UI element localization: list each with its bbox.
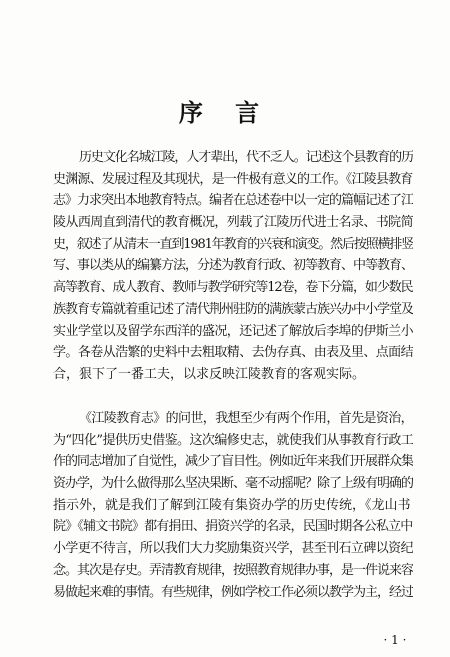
page-number: · 1 ·	[383, 633, 407, 647]
text-line: 历史文化名城江陵，人才辈出，代不乏人。记述这个县教育的历	[79, 150, 413, 165]
text-line: 小学更不待言，所以我们大力奖励集资兴学，甚至刊石立碑以资纪	[53, 541, 413, 557]
paragraph-2	[53, 408, 413, 603]
text-line: 合，狠下了一番工夫，以求反映江陵教育的客观实际。	[53, 366, 366, 382]
text-line: 学。各卷从浩繁的史料中去粗取精、去伪存真、由表及里、点面结	[53, 345, 413, 361]
text-line: 史渊源、发展过程及其现状，是一件极有意义的工作。《江陵县教育	[53, 171, 413, 187]
text-line: 实业学堂以及留学东西洋的盛况，还记述了解放后李埠的伊斯兰小	[53, 323, 413, 339]
text-line: 为“四化”提供历史借鉴。这次编修史志，就使我们从事教育行政工	[53, 432, 413, 448]
text-line: 念。其次是存史。弄清教育规律，按照教育规律办事，是一件说来容	[53, 562, 413, 578]
text-line: 院》《辅文书院》都有捐田、捐资兴学的名录，民国时期各公私立中	[53, 519, 413, 535]
text-line: 指示外，就是我们了解到江陵有集资办学的历史传统，《龙山书	[53, 497, 411, 513]
text-line: 高等教育、成人教育、教师与教学研究等12卷，卷下分篇，如少数民	[53, 280, 413, 296]
text-line: 资办学，为什么做得那么坚决果断、毫不动摇呢？除了上级有明确的	[53, 476, 413, 492]
text-line: 作的同志增加了自觉性，减少了盲目性。例如近年来我们开展群众集	[53, 454, 413, 470]
text-line: 《江陵教育志》的问世，我想至少有两个作用，首先是资治，	[79, 411, 413, 426]
text-line: 易做起来难的事情。有些规律，例如学校工作必须以教学为主，经过	[53, 584, 413, 600]
text-line: 陵从西周直到清代的教育概况，列载了江陵历代进士名录、书院简	[53, 215, 413, 231]
text-line: 志》力求突出本地教育特点。编者在总述卷中以一定的篇幅记述了江	[53, 193, 413, 209]
text-line: 史，叙述了从清末一直到1981年教育的兴衰和演变。然后按照横排竖	[53, 236, 413, 252]
paragraph-1	[53, 147, 413, 386]
page-title: 序 言	[178, 98, 272, 127]
text-line: 族教育专篇就着重记述了清代荆州驻防的满族蒙古族兴办中小学堂及	[53, 301, 413, 317]
text-line: 写、事以类从的编纂方法，分述为教育行政、初等教育、中等教育、	[53, 258, 413, 274]
